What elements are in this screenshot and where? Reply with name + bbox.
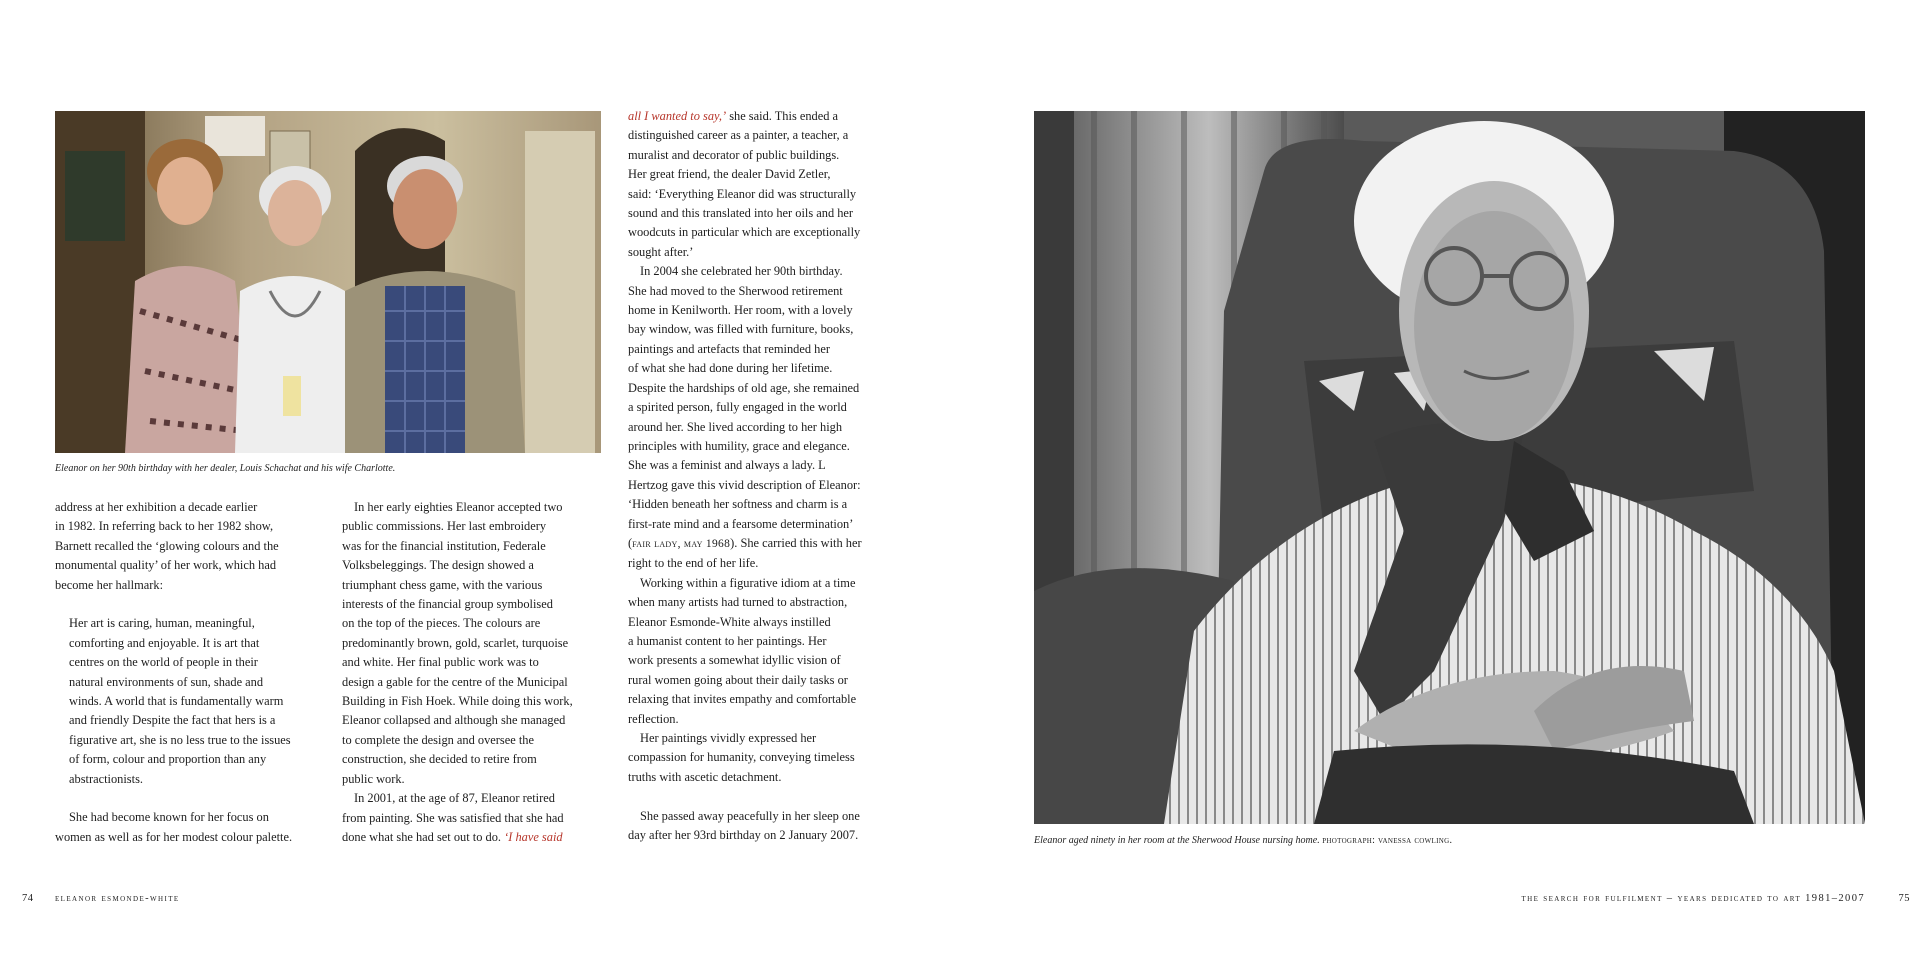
text-line [628,534,862,554]
text-line: and friendly Despite the fact that hers is a [69,713,276,728]
text-line: Volksbeleggings. The design showed a [342,558,534,573]
text-line: Despite the hardships of old age, she remained [628,380,860,395]
text-line: become her hallmark: [55,577,164,592]
text-line: paintings and artefacts that reminded her [628,341,830,356]
text-line: a spirited person, fully engaged in the world [628,400,847,415]
text-line: public work. [342,771,405,786]
text-line: sought after.’ [628,244,694,259]
text-line: on the top of the pieces. The colours are [342,616,541,631]
text-line: in 1982. In referring back to her 1982 show, [55,519,274,534]
text-line: around her. She lived according to her high [628,419,843,434]
right-photo-caption [1034,834,1452,847]
text-column-3 [628,107,862,845]
text-line: address at her exhibition a decade earlier [55,500,258,514]
text-line: Eleanor collapsed and although she managed [342,713,566,728]
text-line: abstractionists. [69,771,143,786]
text-line: when many artists had turned to abstraction, [628,595,848,610]
text-line: relaxing that invites empathy and comfortable [628,692,857,707]
text-line: woodcuts in particular which are exceptionally [628,225,861,240]
text-line: Building in Fish Hoek. While doing this work, [342,694,573,709]
text-line: and white. Her final public work was to [342,655,539,670]
text-line: day after her 93rd birthday on 2 January 2007. [628,828,859,843]
text-line: natural environments of sun, shade and [69,674,264,689]
text-line: Her great friend, the dealer David Zetler, [628,167,831,182]
text-line: public commissions. Her last embroidery [342,519,547,534]
text-run: she said. This ended a [726,109,839,123]
text-line: In her early eighties Eleanor accepted two [354,500,563,514]
text-line: In 2004 she celebrated her 90th birthday. [640,264,843,279]
left-page-number: 74 [22,893,34,904]
text-line: bay window, was filled with furniture, books, [628,322,854,337]
text-line: construction, she decided to retire from [342,752,537,767]
text-line: women as well as for her modest colour palette. [55,829,293,844]
text-run: ( [628,535,633,550]
text-run: ). She carried this with her [730,535,862,550]
text-line: winds. A world that is fundamentally warm [69,694,284,709]
text-line: design a gable for the centre of the Municipal [342,674,568,689]
text-line: Barnett recalled the ‘glowing colours and the [55,538,279,553]
left-running-head: eleanor esmonde-white [55,893,180,904]
citation: fair lady, may 1968 [632,537,731,550]
text-line: triumphant chess game, with the various [342,577,543,592]
right-photo [1034,111,1865,824]
text-line: right to the end of her life. [628,556,759,571]
text-line: was for the financial institution, Federale [342,538,546,553]
text-line: interests of the financial group symbolised [342,597,553,612]
text-line: muralist and decorator of public buildings. [628,147,840,162]
text-line: monumental quality’ of her work, which had [55,558,277,573]
left-photo [55,111,601,453]
text-line: of form, colour and proportion than any [69,752,267,767]
text-run: done what she had set out to do. [342,829,505,844]
text-line: distinguished career as a painter, a teacher, a [628,128,849,143]
text-line: Eleanor Esmonde-White always instilled [628,614,831,629]
text-line: compassion for humanity, conveying timeless [628,750,855,765]
text-column-2 [342,498,573,847]
left-photo-caption: Eleanor on her 90th birthday with her dealer, Louis Schachat and his wife Charlotte. [55,463,396,474]
text-line: She had moved to the Sherwood retirement [628,283,843,298]
text-line: principles with humility, grace and elegance. [628,438,850,453]
text-line: comforting and enjoyable. It is art that [69,635,260,650]
text-line: rural women going about their daily tasks or [628,672,848,687]
text-line: sound and this translated into her oils and her [628,206,854,221]
block-quote [55,614,292,789]
text-line: reflection. [628,711,679,726]
text-line: Hertzog gave this vivid description of Eleanor: [628,477,861,492]
text-line: to complete the design and oversee the [342,732,534,747]
right-running-head: the search for fulfilment – years dedicated to art 1981–2007 [1521,893,1865,904]
text-line: of what she had done during her lifetime. [628,361,833,376]
text-line: said: ‘Everything Eleanor did was structurally [628,186,857,201]
right-page-number: 75 [1898,893,1910,904]
text-line: centres on the world of people in their [69,655,258,670]
text-line: She passed away peacefully in her sleep one [640,808,860,823]
text-line: She was a feminist and always a lady. L [628,458,826,473]
photo-credit: photograph: vanessa cowling. [1322,835,1453,846]
text-line: She had become known for her focus on [69,810,269,825]
text-line: first-rate mind and a fearsome determination’ [628,516,854,531]
caption-text: Eleanor aged ninety in her room at the Sherwood House nursing home. [1034,835,1320,846]
text-line: from painting. She was satisfied that she had [342,810,564,825]
quote-highlight: all I wanted to say,’ [628,109,727,123]
text-line: Her art is caring, human, meaningful, [69,616,255,631]
text-line [628,107,862,126]
text-line: predominantly brown, gold, scarlet, turquoise [342,635,569,650]
text-line: figurative art, she is no less true to the issues [69,732,291,747]
text-line: work presents a somewhat idyllic vision of [628,653,841,668]
text-line: Working within a figurative idiom at a time [640,575,856,590]
text-line: Her paintings vividly expressed her [640,731,817,745]
text-line: home in Kenilworth. Her room, with a lovely [628,303,853,318]
quote-highlight: ‘I have said [504,829,563,844]
text-line: In 2001, at the age of 87, Eleanor retired [354,791,555,806]
text-line: a humanist content to her paintings. Her [628,633,827,648]
text-line: truths with ascetic detachment. [628,769,782,784]
text-column-1 [55,498,292,847]
text-line: ‘Hidden beneath her softness and charm is a [628,497,848,512]
text-line [342,828,573,847]
